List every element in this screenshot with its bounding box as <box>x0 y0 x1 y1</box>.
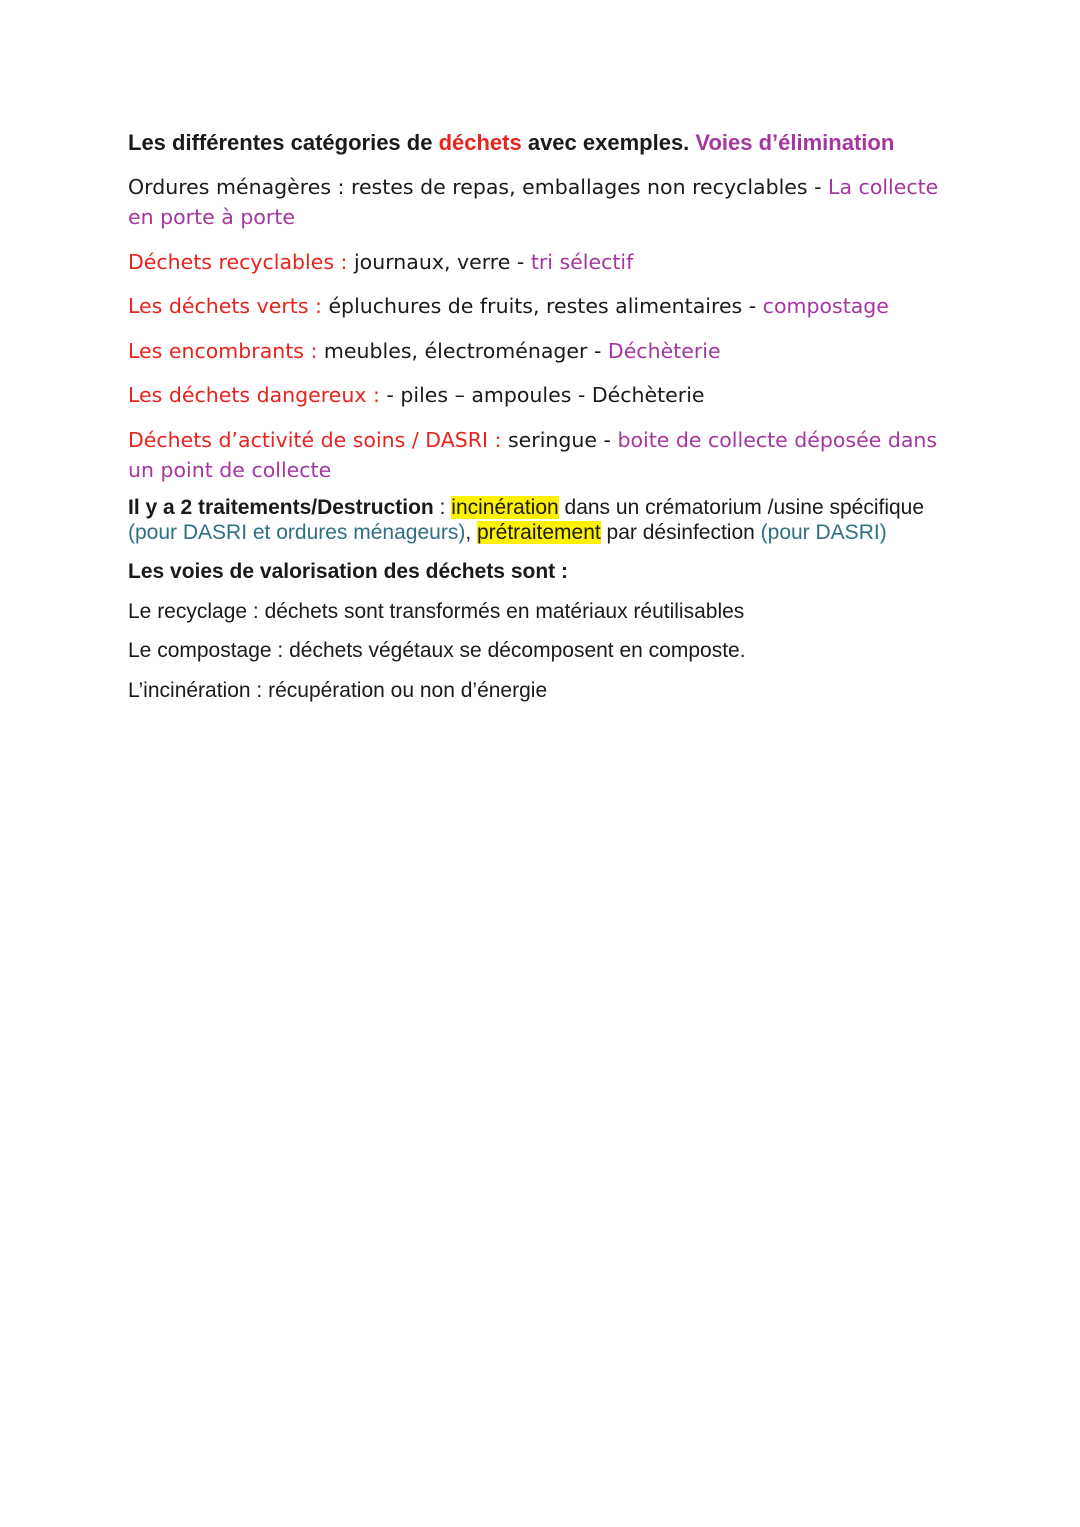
entry-examples: meubles, électroménager - <box>323 338 608 363</box>
waste-entry-dasri <box>128 425 958 485</box>
entry-examples: épluchures de fruits, restes alimentaires - <box>328 294 763 318</box>
title-part-1: Les différentes catégories de <box>128 130 439 155</box>
waste-entry-recyclables <box>128 247 958 277</box>
valorisation-item-incineration: L’incinération : récupération ou non d’énergie <box>128 678 548 702</box>
entry-examples: journaux, verre - <box>353 249 531 274</box>
entry-examples: - piles – ampoules - Déchèterie <box>386 383 705 407</box>
entry-category: Déchets recyclables : <box>128 249 354 274</box>
highlight-pretraitement: prétraitement <box>476 520 601 544</box>
treatment-paragraph <box>128 495 958 545</box>
valorisation-item-compostage: Le compostage : déchets végétaux se décomposent en composte. <box>128 639 746 662</box>
title-voies-elimination: Voies d’élimination <box>695 130 895 155</box>
valorisation-heading: Les voies de valorisation des déchets sont : <box>128 559 568 583</box>
entry-disposal: Déchèterie <box>607 338 721 363</box>
entry-disposal: La collecte en porte à porte <box>128 175 939 229</box>
page-title <box>128 128 958 158</box>
highlight-incineration: incinération <box>451 495 559 519</box>
waste-entry-ordures <box>128 172 958 232</box>
entry-disposal: boite de collecte déposée dans un point de collecte <box>128 427 938 482</box>
entry-category: Les déchets dangereux : <box>128 383 387 407</box>
document-content <box>128 128 958 717</box>
entry-category: Ordures ménagères : <box>128 175 351 199</box>
treatment-text-1: dans un crématorium /usine spécifique <box>558 495 925 519</box>
title-part-3: avec exemples. <box>521 130 696 155</box>
treatment-note-1: (pour DASRI et ordures ménageurs) <box>128 520 466 544</box>
treatment-text-3: par désinfection <box>600 520 761 544</box>
entry-disposal: compostage <box>762 294 889 318</box>
waste-entry-verts <box>128 291 958 321</box>
treatment-colon: : <box>433 495 452 519</box>
entry-category: Les déchets verts : <box>128 294 329 318</box>
waste-entry-dangereux <box>128 380 958 410</box>
treatment-text-2: , <box>465 520 477 544</box>
entry-category: Les encombrants : <box>128 338 324 363</box>
entry-examples: restes de repas, emballages non recyclables - <box>350 175 829 199</box>
waste-entry-encombrants <box>128 336 958 366</box>
valorisation-item-recyclage: Le recyclage : déchets sont transformés en matériaux réutilisables <box>128 599 745 623</box>
treatment-lead: Il y a 2 traitements/Destruction <box>128 495 434 519</box>
title-keyword-dechets: déchets <box>438 130 522 155</box>
treatment-note-2: (pour DASRI) <box>760 520 887 544</box>
entry-category: Déchets d’activité de soins / DASRI : <box>128 427 508 452</box>
entry-examples: seringue - <box>507 427 618 452</box>
entry-disposal: tri sélectif <box>530 249 634 274</box>
